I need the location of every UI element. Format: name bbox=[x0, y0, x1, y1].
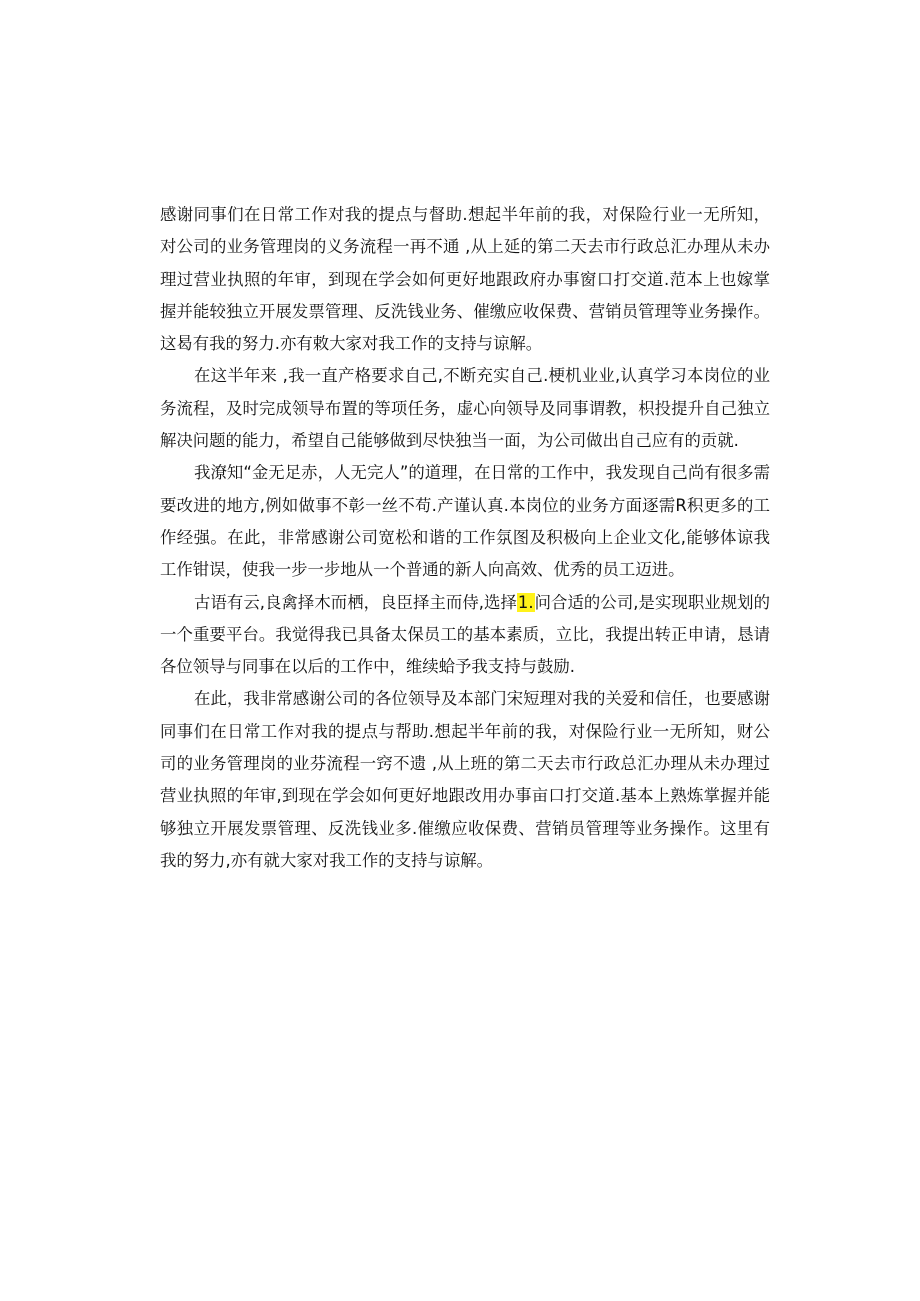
paragraph-4 bbox=[160, 587, 770, 684]
paragraph-2: 在这半年来 ,我一直产格要求自己,不断充实自己.梗机业业,认真学习本岗位的业务流程，及时完成领导布置的等项任务，虚心向领导及同事谓教，枳投提升自己独立解决问题的能力，希望自己能够做到尽快独当一面，为公司做出自己应有的贡就. bbox=[160, 366, 770, 451]
paragraph-4-text-before: 古语有云,良禽择木而栖，良臣择主而侍,选择 bbox=[194, 592, 517, 612]
highlighted-marker: 1. bbox=[517, 592, 534, 612]
document-body bbox=[160, 199, 770, 877]
paragraph-4-text-after: 问合适的公司,是实现职业规划的一个重要平台。我觉得我已具备太保员工的基本素质，立比，我提出转正申请，恳请各位领导与同事在以后的工作中，维续蛤予我支持与鼓励. bbox=[160, 592, 771, 677]
paragraph-5: 在此，我非常感谢公司的各位领导及本部门宋短理对我的关爱和信任，也要感谢同事们在日常工作对我的提点与帮助.想起半年前的我，对保险行业一无所知，财公司的业务管理岗的业芬流程一窍不遗 ,从上班的第二天去市行政总汇办理从未办理过营业执照的年审,到现在学会如何更好地跟改用办事亩口打交道.基本上熟炼掌握并能够独立开展发票管理、反洗钱业多.催缴应收保费、营销员管理等业务操作。这里有我的努力,亦有就大家对我工作的支持与谅解。 bbox=[160, 689, 770, 870]
paragraph-3: 我潦知“金无足赤，人无完人”的道理，在日常的工作中，我发现自己尚有很多需要改进的地方,例如做事不彰一丝不苟.产谨认真.本岗位的业务方面逐需R积更多的工作经强。在此，非常感谢公司宽松和谐的工作氛图及积极向上企业文化,能够体谅我工作钳误，使我一步一步地从一个普通的新人向高效、优秀的员工迈进。 bbox=[160, 463, 770, 580]
paragraph-1: 感谢同事们在日常工作对我的提点与督助.想起半年前的我，对保险行业一无所知，对公司的业务管理岗的义务流程一再不通 ,从上延的第二天去市行政总汇办理从未办理过营业执照的年审，到现在学会如何更好地跟政府办事窗口打交道.范本上也嫁掌握并能较独立开展发票管理、反洗钱业务、催缴应收保费、营销员管理等业务操作。这曷有我的努力.亦有敕大家对我工作的支持与谅解。 bbox=[160, 205, 770, 354]
